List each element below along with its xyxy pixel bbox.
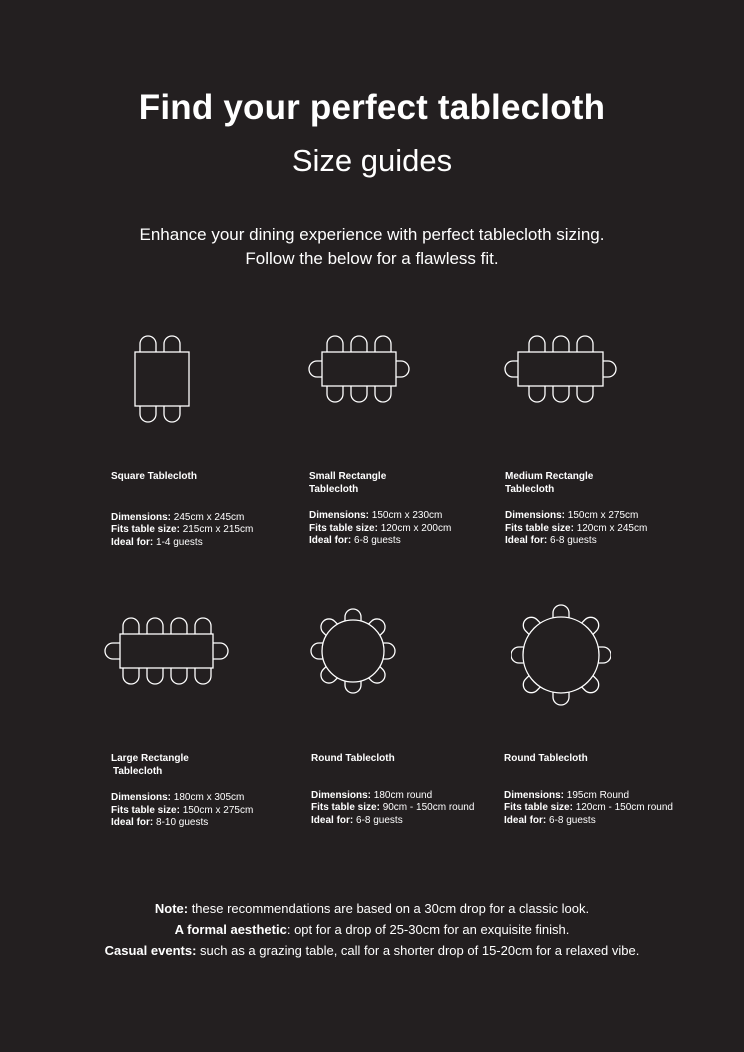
card-name: Round Tablecloth — [311, 753, 395, 764]
medium-rectangle-table-icon — [502, 334, 620, 406]
card-name: Medium Rectangle Tablecloth — [505, 471, 594, 495]
card-dimensions: Dimensions: 245cm x 245cm — [111, 511, 245, 523]
card-dimensions: Dimensions: 150cm x 275cm — [505, 510, 639, 521]
card-fits: Fits table size: 150cm x 275cm — [111, 804, 254, 816]
card-large-rectangle — [111, 753, 311, 830]
intro-text — [0, 223, 744, 271]
large-rectangle-table-icon — [102, 614, 232, 688]
card-dimensions: Dimensions: 180cm x 305cm — [111, 792, 245, 803]
large-round-table-icon — [511, 601, 611, 709]
card-ideal: Ideal for: 8-10 guests — [111, 817, 209, 828]
card-fits: Fits table size: 120cm - 150cm round — [504, 802, 673, 813]
card-name: Small Rectangle Tablecloth — [309, 471, 387, 495]
page-subtitle: Size guides — [291, 143, 453, 178]
formal-line: A formal aesthetic: opt for a drop of 25-30cm for an exquisite finish. — [174, 922, 570, 937]
card-ideal: Ideal for: 1-4 guests — [111, 536, 203, 548]
card-ideal: Ideal for: 6-8 guests — [311, 814, 403, 826]
intro-line-2: Follow the below for a flawless fit. — [245, 249, 499, 268]
card-fits: Fits table size: 120cm x 200cm — [309, 522, 452, 534]
card-dimensions: Dimensions: 180cm round — [311, 789, 433, 801]
card-ideal: Ideal for: 6-8 guests — [309, 535, 401, 546]
square-table-icon — [130, 334, 196, 428]
card-square — [111, 471, 311, 549]
card-round — [311, 753, 511, 827]
card-medium-rectangle — [505, 471, 705, 548]
card-name: Square Tablecloth — [111, 471, 197, 482]
casual-line: Casual events: such as a grazing table, call for a shorter drop of 15-20cm for a relaxed vibe. — [104, 943, 640, 958]
card-large-round — [504, 753, 704, 827]
intro-line-1: Enhance your dining experience with perfect tablecloth sizing. — [139, 225, 605, 244]
card-fits: Fits table size: 90cm - 150cm round — [311, 802, 475, 813]
card-ideal: Ideal for: 6-8 guests — [505, 535, 597, 546]
small-rectangle-table-icon — [307, 334, 413, 406]
card-fits: Fits table size: 120cm x 245cm — [505, 522, 648, 534]
card-name: Round Tablecloth — [504, 753, 588, 764]
card-small-rectangle — [309, 471, 509, 548]
card-name: Large Rectangle Tablecloth — [111, 753, 189, 777]
page-title: Find your perfect tablecloth — [138, 88, 606, 127]
card-dimensions: Dimensions: 150cm x 230cm — [309, 510, 443, 521]
note-line: Note: these recommendations are based on a 30cm drop for a classic look. — [154, 901, 590, 916]
footnotes — [0, 898, 744, 961]
card-fits: Fits table size: 215cm x 215cm — [111, 524, 254, 535]
card-dimensions: Dimensions: 195cm Round — [504, 789, 630, 801]
round-table-icon — [307, 605, 399, 697]
card-ideal: Ideal for: 6-8 guests — [504, 814, 596, 826]
